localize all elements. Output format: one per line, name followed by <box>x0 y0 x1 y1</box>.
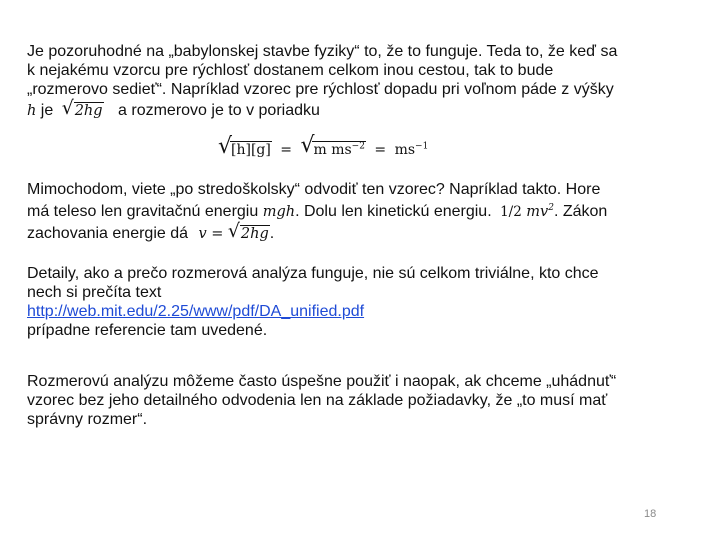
p1-line1: Je pozoruhodné na „babylonskej stavbe fyziky“ to, že to funguje. Teda to, že keď sa <box>27 43 618 60</box>
eq-equals-2: = <box>374 141 387 158</box>
paragraph-reverse-use <box>27 372 699 429</box>
p1-tail: a rozmerovo je to v poriadku <box>118 102 320 119</box>
word-je: je <box>40 102 54 119</box>
p1-line4 <box>27 97 699 121</box>
p4-line1: Rozmerovú analýzu môžeme často úspešne použiť i naopak, ak chceme „uhádnuť“ <box>27 373 617 390</box>
p2-line2: má teleso len gravitačnú energiu mgh. Dolu len kinetickú energiu. 1/2 $mv^2$. Zákon <box>27 202 608 220</box>
dimension-equation <box>218 133 429 159</box>
expr-sqrt-2hg: √ 2hg <box>227 219 269 242</box>
expr-half: 1/2 <box>500 203 522 220</box>
eq-rhs: $ms^{-1}$ <box>394 141 429 158</box>
p3-link-line <box>27 302 699 321</box>
eq-equals-1: = <box>280 141 293 158</box>
paragraph-babylon <box>27 42 699 121</box>
p3-line4: prípadne referencie tam uvedené. <box>27 322 268 339</box>
expr-v-equals: v = <box>198 225 224 242</box>
p3-line2: nech si prečíta text <box>27 284 162 301</box>
var-h: h <box>27 103 37 119</box>
page-number: 18 <box>644 508 657 520</box>
p1-line2: k nejakému vzorcu pre rýchlosť dostanem celkom inou cestou, tak to bude <box>27 62 554 79</box>
paragraph-details <box>27 264 699 340</box>
p2-line3: zachovania energie dá v = √ 2hg. <box>27 219 275 242</box>
mit-pdf-link[interactable]: http://web.mit.edu/2.25/www/pdf/DA_unified.pdf <box>27 303 365 320</box>
p3-line1: Detaily, ako a prečo rozmerová analýza funguje, nie sú celkom triviálne, kto chce <box>27 265 599 282</box>
p2-line1: Mimochodom, viete „po stredoškolsky“ odvodiť ten vzorec? Napríklad takto. Hore <box>27 181 601 198</box>
p4-line3: správny rozmer“. <box>27 411 148 428</box>
paragraph-derivation <box>27 180 699 244</box>
expr-mgh: mgh <box>262 203 296 220</box>
expr-mv2: $mv^2$ <box>526 203 554 220</box>
eq-mid: √ m $ms^{-2}$ <box>300 133 365 158</box>
p4-line2: vzorec bez jeho detailného odvodenia len na základe požiadavky, že „to musí mať <box>27 392 608 409</box>
sqrt-2hg: √ 2hg <box>61 97 103 119</box>
p1-line3: „rozmerovo sedieť“. Napríklad vzorec pre rýchlosť dopadu pri voľnom páde z výšky <box>27 81 614 98</box>
eq-lhs: √ [h][g] <box>218 133 271 159</box>
